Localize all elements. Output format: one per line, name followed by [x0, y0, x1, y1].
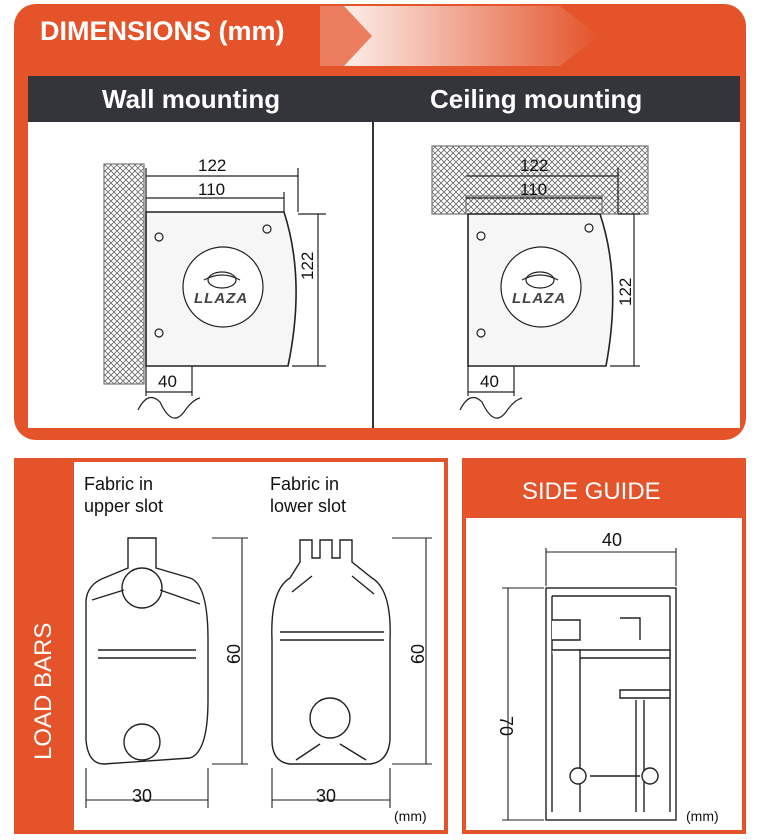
lower-dim-width: 30	[316, 786, 337, 806]
wall-dim-outer-width: 122	[198, 156, 227, 175]
load-bars-unit: (mm)	[394, 808, 427, 824]
dimensions-title: DIMENSIONS (mm)	[40, 16, 285, 46]
ceiling-dim-inner-width: 110	[520, 180, 548, 199]
wall-dim-guide: 40	[158, 372, 177, 391]
side-guide-title: SIDE GUIDE	[522, 478, 661, 505]
ceiling-logo-text: LLAZA	[512, 290, 567, 307]
upper-dim-height: 60	[224, 643, 244, 664]
upper-slot-label-2: upper slot	[84, 496, 164, 516]
load-bars-title: LOAD BARS	[30, 622, 57, 760]
ceiling-dim-height: 122	[616, 277, 635, 306]
lower-slot-label-1: Fabric in	[270, 474, 340, 494]
side-guide-dim-height: 70	[496, 716, 516, 737]
wall-mounting-title: Wall mounting	[102, 84, 281, 114]
lower-slot-label-2: lower slot	[270, 496, 347, 516]
upper-dim-width: 30	[132, 786, 153, 806]
ceiling-mounting-title: Ceiling mounting	[430, 84, 643, 114]
side-guide-dim-width: 40	[602, 530, 623, 550]
wall-dim-inner-width: 110	[198, 180, 226, 199]
upper-slot-label-1: Fabric in	[84, 474, 154, 494]
side-guide-unit: (mm)	[686, 808, 719, 824]
ceiling-dim-outer-width: 122	[520, 156, 549, 175]
ceiling-dim-guide: 40	[480, 372, 499, 391]
lower-dim-height: 60	[408, 643, 428, 664]
wall-dim-height: 122	[298, 251, 317, 280]
wall-logo-text: LLAZA	[194, 290, 249, 307]
